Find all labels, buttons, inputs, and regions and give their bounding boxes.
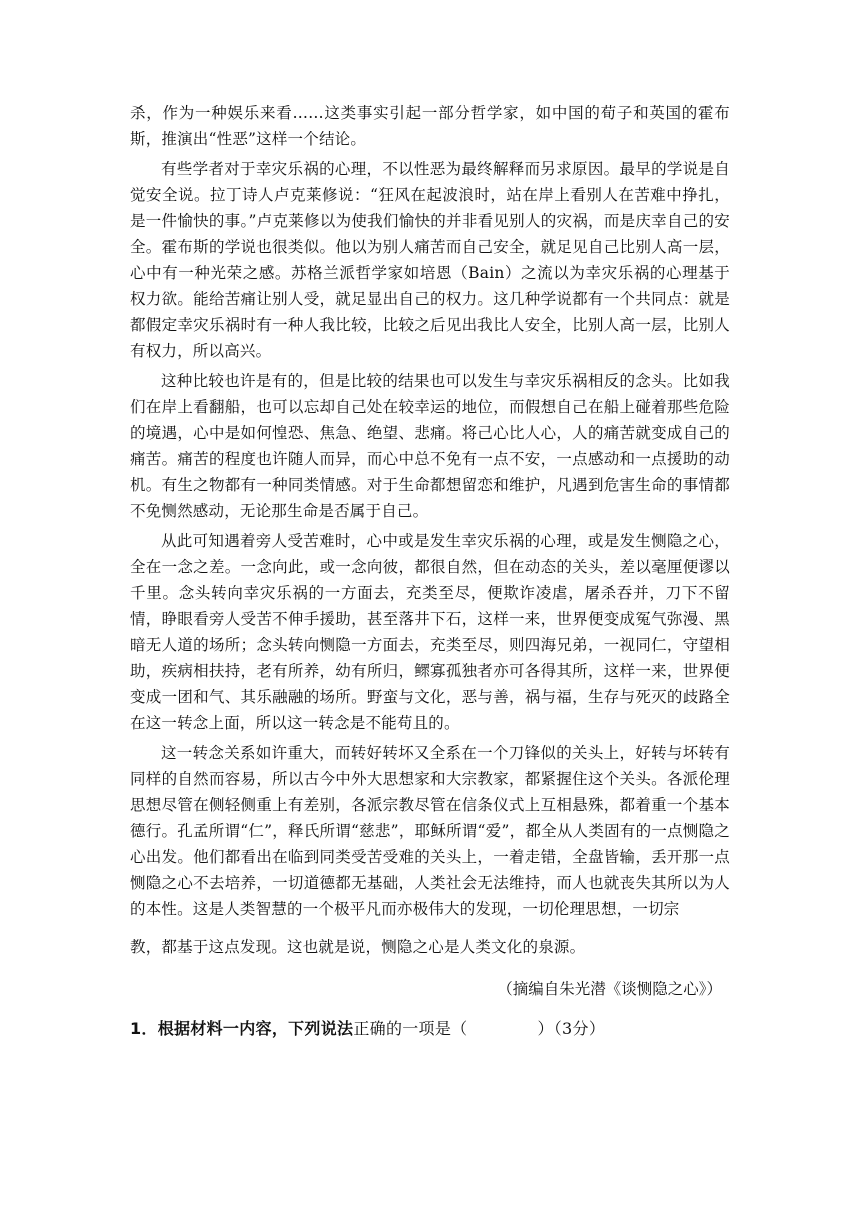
paragraph-4: 这一转念关系如许重大，而转好转坏又全系在一个刀锋似的关头上，好转与坏转有同样的自然而容易，所以古今中外大思想家和大宗教家，都紧握住这个关头。各派伦理思想尽管在侧轻侧重上有差别，各派宗教尽管在信条仪式上互相悬殊，都着重一个基本德行。孔孟所谓“仁”，释氏所谓“慈悲”，耶稣所谓“爱”，都全从人类固有的一点恻隐之心出发。他们都看出在临到同类受苦受难的关头上，一着走错，全盘皆输，丢开那一点恻隐之心不去培养，一切道德都无基础，人类社会无法维持，而人也就丧失其所以为人的本性。这是人类智慧的一个极平凡而亦极伟大的发现，一切伦理思想，一切宗 bbox=[130, 744, 730, 918]
question-1 bbox=[130, 1016, 730, 1042]
paragraph-1: 有些学者对于幸灾乐祸的心理，不以性恶为最终解释而另求原因。最早的学说是自觉安全说。拉丁诗人卢克莱修说：“狂风在起波浪时，站在岸上看别人在苦难中挣扎，是一件愉快的事。”卢克莱修以为使我们愉快的并非看见别人的灾祸，而是庆幸自己的安全。霍布斯的学说也很类似。他以为别人痛苦而自己安全，就足见自己比别人高一层，心中有一种光荣之感。苏格兰派哲学家如培恩（Bain）之流以为幸灾乐祸的心理基于权力欲。能给苦痛让别人受，就足显出自己的权力。这几种学说都有一个共同点：就是都假定幸灾乐祸时有一种人我比较，比较之后见出我比人安全，比别人高一层，比别人有权力，所以高兴。 bbox=[130, 160, 730, 360]
question-text: 正确的一项是（ bbox=[353, 1019, 468, 1038]
question-text-bold: 根据材料一内容，下列说法 bbox=[157, 1019, 354, 1038]
paragraph-0: 杀，作为一种娱乐来看……这类事实引起一部分哲学家，如中国的荀子和英国的霍布斯，推演出“性恶”这样一个结论。 bbox=[130, 104, 730, 148]
paragraph-3: 从此可知遇着旁人受苦难时，心中或是发生幸灾乐祸的心理，或是发生恻隐之心，全在一念之差。一念向此，或一念向彼，都很自然，但在动态的关头，差以毫厘便谬以千里。念头转向幸灾乐祸的一方面去，充类至尽，便欺诈凌虐，屠杀吞并，刀下不留情，睁眼看旁人受苦不伸手援助，甚至落井下石，这样一来，世界便变成冤气弥漫、黑暗无人道的场所；念头转向恻隐一方面去，充类至尽，则四海兄弟，一视同仁，守望相助，疾病相扶持，老有所养，幼有所归，鳏寡孤独者亦可各得其所，这样一来，世界便变成一团和气、其乐融融的场所。野蛮与文化，恶与善，祸与福，生存与死灭的歧路全在这一转念上面，所以这一转念是不能苟且的。 bbox=[130, 532, 730, 732]
question-score: ）（3分） bbox=[537, 1019, 606, 1038]
paragraph-4-end: 教，都基于这点发现。这也就是说，恻隐之心是人类文化的泉源。 bbox=[130, 938, 586, 956]
paragraph-2: 这种比较也许是有的，但是比较的结果也可以发生与幸灾乐祸相反的念头。比如我们在岸上看翻船，也可以忘却自己处在较幸运的地位，而假想自己在船上碰着那些危险的境遇，心中是如何惶恐、焦急、绝望、悲痛。将己心比人心，人的痛苦就变成自己的痛苦。痛苦的程度也许随人而异，而心中总不免有一点不安，一点感动和一点援助的动机。有生之物都有一种同类情感。对于生命都想留恋和维护，凡遇到危害生命的事情都不免恻然感动，无论那生命是否属于自己。 bbox=[130, 372, 730, 520]
passage-body bbox=[130, 100, 730, 1042]
source-citation: （摘编自朱光潜《谈恻隐之心》） bbox=[497, 980, 722, 998]
question-number: 1． bbox=[130, 1019, 158, 1038]
